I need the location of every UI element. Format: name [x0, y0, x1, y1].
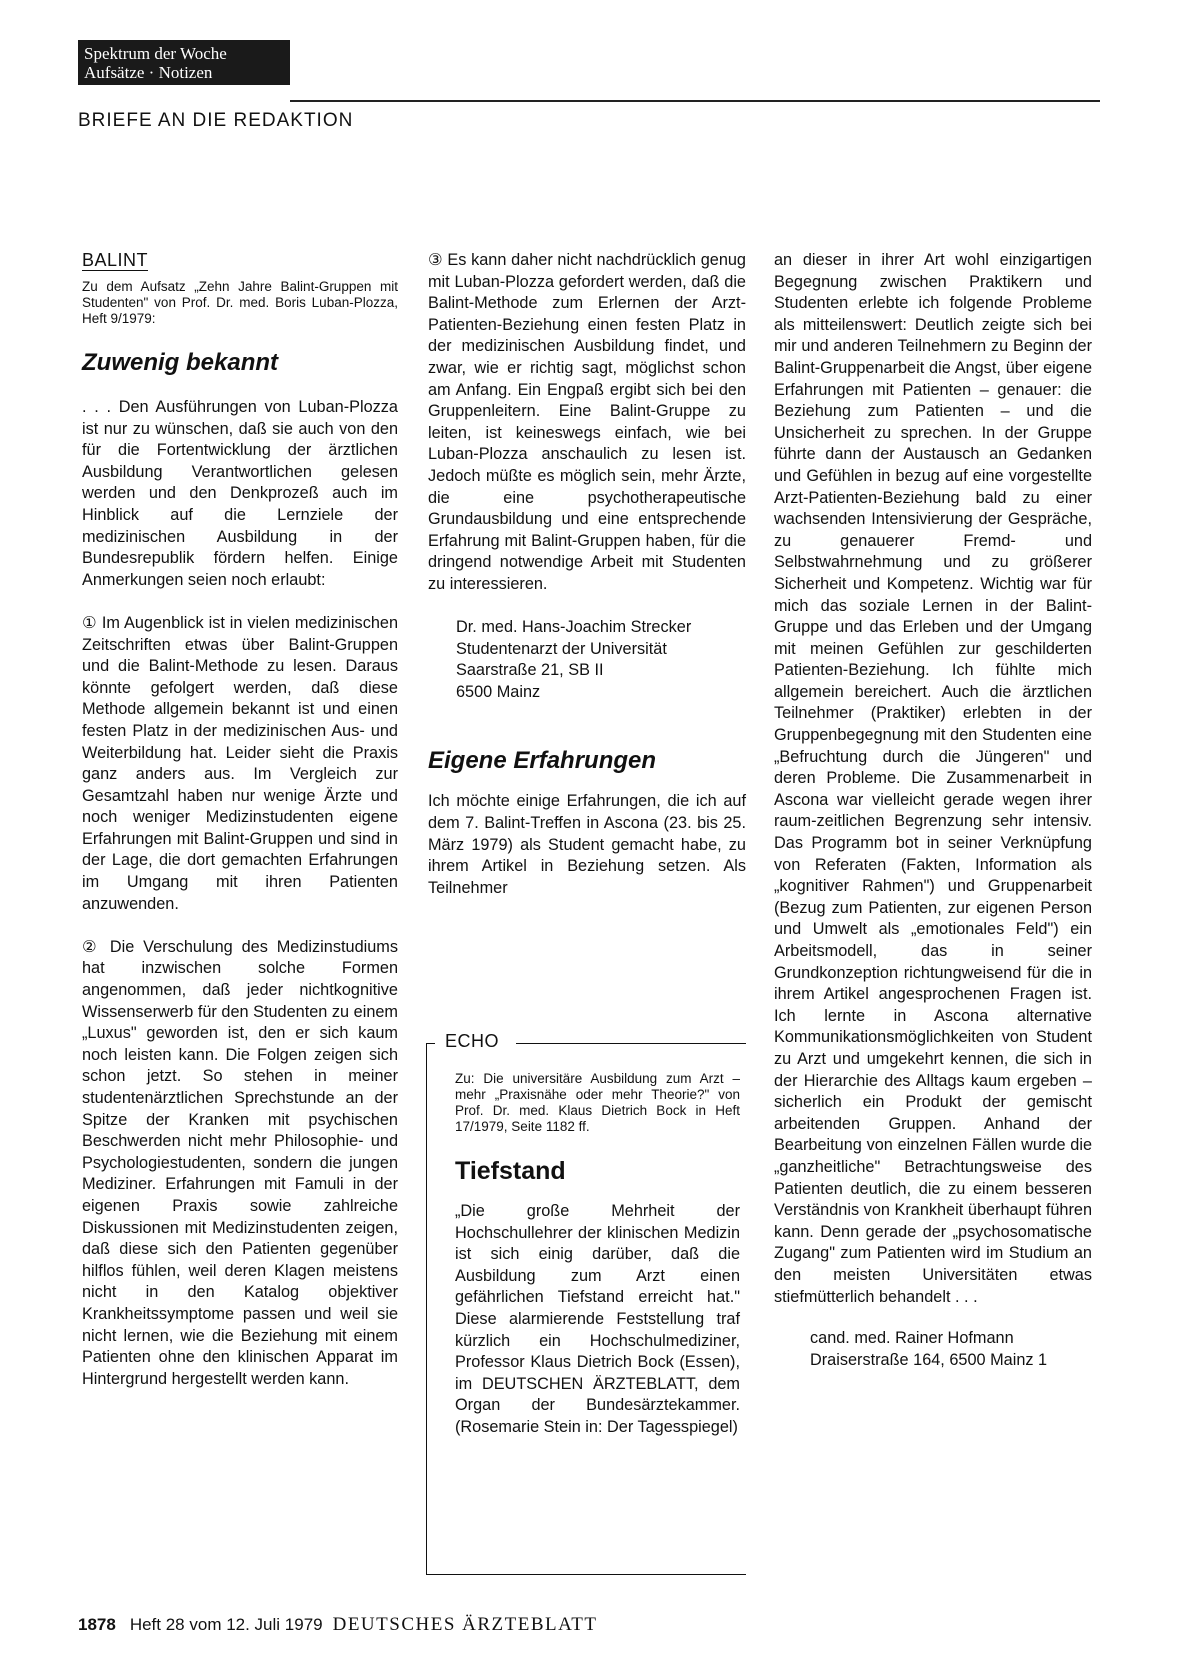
page-footer — [78, 1614, 597, 1636]
letter-paragraph-1: . . . Den Ausführungen von Luban-Plozza ist nur zu wünschen, daß sie auch von den für die Fortentwicklung der ärztlichen Ausbildung Verantwortlichen gelesen werden und den Denkprozeß auch im Hinblick auf die Lernziele der medizinischen Ausbildung in der Bundesrepublik fördern helfen. Einige Anmerkungen seien noch erlaubt: — [82, 398, 398, 589]
signature-line: Saarstraße 21, SB II — [456, 661, 604, 680]
letter2-signature — [774, 1328, 1092, 1371]
letter2-paragraph-part-2: an dieser in ihrer Art wohl einzigartigen Begegnung zwischen Praktikern und Studenten erlebte ich folgende Probleme als mitteilenswert: Deutlich zeigte sich bei mir und anderen Teilnehmern zu Beginn der Balint-Gruppenarbeit die Angst, über eigene Erfahrungen mit Patienten – genauer: die Beziehung zum Patienten – und die Unsicherheit zu sprechen. In der Gruppe führte dann der Austausch an Gedanken und Gefühlen in bezug auf eine vorgestellte Arzt-Patienten-Beziehung bald zu einer wachsenden Intensivierung der Gespräche, zu genauerer Fremd- und Selbstwahrnehmung und zu größerer Sicherheit und Kompetenz. Wichtig war für mich das soziale Lernen in der Balint-Gruppe und das Erleben und der Umgang mit meinen Gefühlen zur geschilderten Patienten-Beziehung. Ich fühlte mich allgemein bereichert. Auch die ärztlichen Teilnehmer (Praktiker) erlebten in der Gruppenbegegnung mit den Studenten eine „Befruchtung durch die Jüngeren" und deren Probleme. Die Zusammenarbeit in Ascona war vielleicht gerade wegen ihrer raum-zeitlichen Begrenzung sehr intensiv. Das Programm bot in seiner Verknüpfung von Referaten (Fakten, Information als „kognitiver Rahmen") und Gruppenarbeit (Bezug zum Patienten, zur eigenen Person und Umwelt als „emotionales Feld") ein Arbeitsmodell, das in seiner Grundkonzeption richtungweisend für die in ihrem Artikel angesprochenen Fragen ist. Ich lernte in Ascona alternative Kommunikationsmöglichkeiten von Student zu Arzt und umgekehrt kennen, die sich in der Hierarchie des Alltags kaum ergeben – sicherlich ein Produkt der gemischt arbeitenden Gruppen. Anhand der Bearbeitung von einzelnen Fällen wurde die „ganzheitliche" Betrachtungsweise des Patienten deutlich, die zu einem besseren Verständnis von Krankheit überhaupt führen kann. Denn gerade der „psychosomatische Zugang" zum Patienten wird im Studium an den meisten Universitäten etwas stiefmütterlich behandelt . . . — [774, 251, 1092, 1306]
letter-headline: Zuwenig bekannt — [82, 349, 279, 376]
echo-box-rule — [516, 1043, 746, 1044]
column-3 — [774, 250, 1092, 1371]
column-2 — [428, 250, 746, 899]
issue-info: Heft 28 vom 12. Juli 1979 — [129, 1615, 323, 1634]
signature-line: Draiserstraße 164, 6500 Mainz 1 — [810, 1350, 1048, 1369]
echo-label: ECHO — [441, 1031, 503, 1052]
echo-intro: Zu: Die universitäre Ausbildung zum Arzt – mehr „Praxisnähe oder mehr Theorie?" von Prof. Dr. med. Klaus Dietrich Bock in Heft 17/1979, Seite 1182 ff. — [455, 1071, 740, 1134]
echo-body: „Die große Mehrheit der Hochschullehrer der klinischen Medizin ist sich einig darüber, daß die Ausbildung zum Arzt einen gefährlichen Tiefstand erreicht hat." Diese alarmierende Feststellung traf kürzlich ein Hochschulmediziner, Professor Klaus Dietrich Bock (Essen), im DEUTSCHEN ÄRZTEBLATT, dem Organ der Bundesärztekammer. (Rosemarie Stein in: Der Tagesspiegel) — [455, 1202, 740, 1436]
letter-paragraph-4: ③ Es kann daher nicht nachdrücklich genug mit Luban-Plozza gefordert werden, daß die Balint-Methode zum Erlernen der Arzt-Patienten-Beziehung einen festen Platz in der medizinischen Ausbildung findet, und zwar, wie er richtig sagt, möglichst schon am Anfang. Ein Engpaß ergibt sich bei den Gruppenleitern. Eine Balint-Gruppe zu leiten, ist keineswegs einfach, wie bei Luban-Plozza anschaulich zu lesen ist. Jedoch müßte es möglich sein, mehr Ärzte, die eine psychotherapeutische Grundausbildung und eine entsprechende Erfahrung mit Balint-Gruppen haben, für die dringend notwendige Arbeit mit Studenten zu interessieren. — [428, 251, 746, 593]
masthead — [78, 40, 290, 85]
letter2-headline: Eigene Erfahrungen — [428, 747, 657, 775]
letter-paragraph-2: ① Im Augenblick ist in vielen medizinischen Zeitschriften etwas über Balint-Gruppen und die Balint-Methode zu lesen. Daraus könnte gefolgert werden, daß diese Methode allgemein bekannt ist und einen festen Platz in der medizinischen Aus- und Weiterbildung hat. Leider sieht die Praxis ganz anders aus. Im Vergleich zur Gesamtzahl haben nur wenige Ärzte und noch weniger Medizinstudenten eigene Erfahrungen mit Balint-Gruppen und sind in der Lage, die dort gemachten Erfahrungen im Umgang mit ihren Patienten anzuwenden. — [82, 613, 398, 913]
signature-line: cand. med. Rainer Hofmann — [810, 1329, 1014, 1348]
publication-name: DEUTSCHES ÄRZTEBLATT — [332, 1614, 598, 1635]
letter-signature — [428, 617, 746, 703]
echo-box — [426, 1031, 746, 1575]
signature-line: 6500 Mainz — [456, 682, 541, 701]
letter-kicker: BALINT — [82, 250, 149, 270]
letter-intro: Zu dem Aufsatz „Zehn Jahre Balint-Gruppen mit Studenten" von Prof. Dr. med. Boris Luban-Plozza, Heft 9/1979: — [82, 279, 398, 326]
header-rule — [290, 100, 1100, 102]
page-number: 1878 — [78, 1615, 116, 1634]
letter-paragraph-3: ② Die Verschulung des Medizinstudiums hat inzwischen solche Formen angenommen, daß jeder nichtkognitive Wissenserwerb für den Studenten zu einem „Luxus" geworden ist, den er sich kaum noch leisten kann. Die Folgen zeigen sich schon jetzt. So stehen in meiner studentenärztlichen Sprechstunde an der Spitze der Kranken mit psychischen Beschwerden nicht mehr Philosophie- und Psychologiestudenten, sondern die jungen Mediziner. Erfahrungen mit Famuli in der eigenen Praxis sowie zahlreiche Diskussionen mit Medizinstudenten zeigen, daß diese sich den Patienten gegenüber hilflos fühlen, weil deren Klagen meistens nicht in den Katalog objektiver Krankheitssymptome passen und weil sie nicht lernen, wie die Beziehung mit einem Patienten ohne den klinischen Apparat im Hintergrund hergestellt werden kann. — [82, 937, 398, 1388]
signature-line: Studentenarzt der Universität — [456, 639, 667, 658]
section-title: BRIEFE AN DIE REDAKTION — [78, 110, 354, 131]
column-1 — [82, 250, 398, 1390]
masthead-line-1: Spektrum der Woche — [84, 44, 227, 63]
masthead-line-2: Aufsätze · Notizen — [84, 63, 213, 82]
echo-box-rule — [427, 1043, 435, 1044]
letter2-paragraph-part-1: Ich möchte einige Erfahrungen, die ich auf dem 7. Balint-Treffen in Ascona (23. bis 25. März 1979) als Student gemacht habe, zu ihrem Artikel in Beziehung setzen. Als Teilnehmer — [428, 792, 746, 897]
signature-line: Dr. med. Hans-Joachim Strecker — [456, 618, 692, 637]
echo-headline: Tiefstand — [455, 1157, 566, 1185]
